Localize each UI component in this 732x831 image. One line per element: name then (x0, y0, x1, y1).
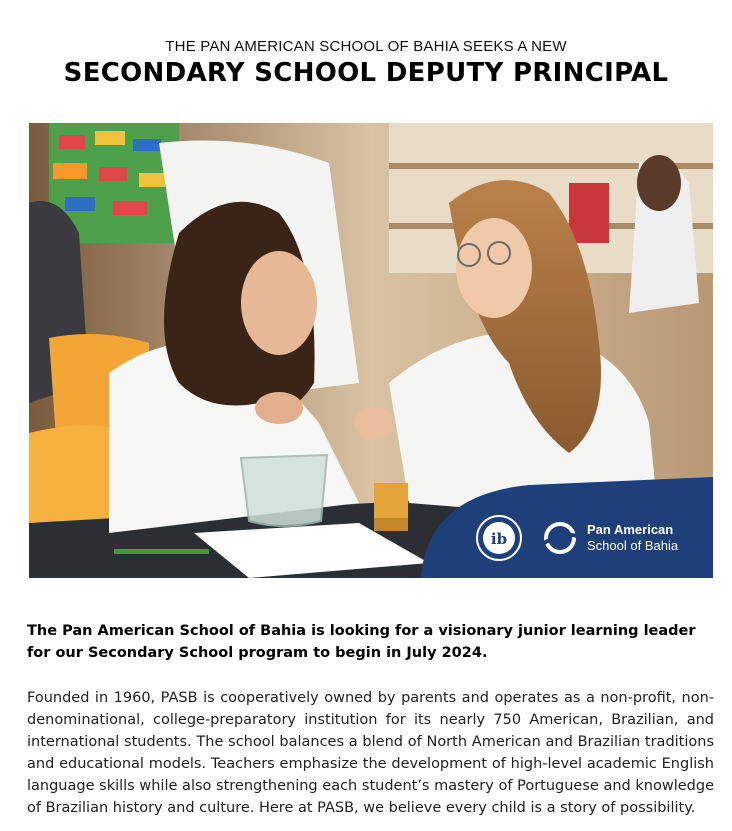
school-logo-line2: School of Bahia (587, 538, 679, 553)
page-title: SECONDARY SCHOOL DEPUTY PRINCIPAL (63, 58, 669, 88)
hero-photo (29, 123, 713, 578)
ib-logo-letters: ib (490, 530, 508, 548)
lead-paragraph: The Pan American School of Bahia is looking for a visionary junior learning leader for our Secondary School program to begin in July 2024. (27, 622, 696, 661)
ib-logo (477, 516, 521, 560)
kicker-text: THE PAN AMERICAN SCHOOL OF BAHIA SEEKS A NEW (165, 38, 567, 55)
school-logo-line1: Pan American (587, 522, 674, 537)
body-paragraph: Founded in 1960, PASB is cooperatively owned by parents and operates as a non-profit, non-denominational, college-preparatory institution for its nearly 750 American, Brazilian, and international students. The school balances a blend of North American and Brazilian traditions and educational models. Teachers emphasize the development of high-level academic English language skills while also strengthening each student’s mastery of Portuguese and knowledge of Brazilian history and culture. Here at PASB, we believe every child is a story of possibility. (27, 689, 714, 816)
